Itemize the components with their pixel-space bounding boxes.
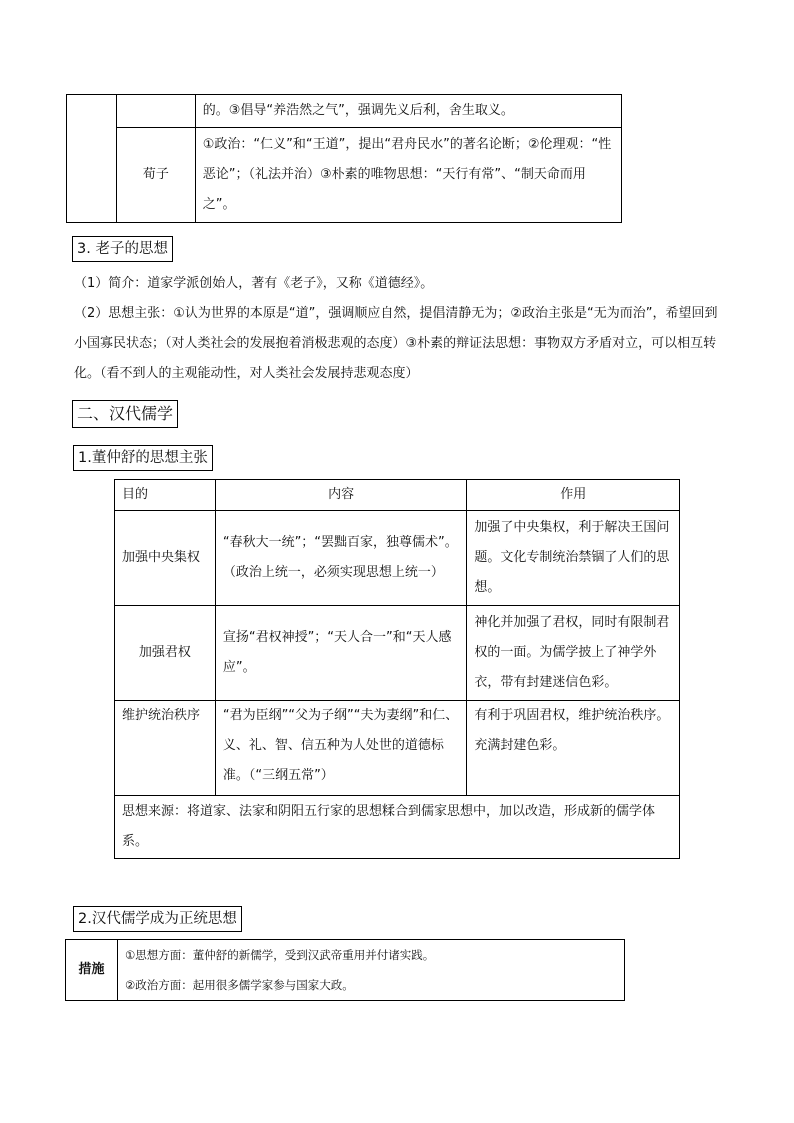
laozi-intro: （1）简介：道家学派创始人，著有《老子》，又称《道德经》。: [74, 276, 434, 291]
content-cell: 宣扬“君权神授”；“天人合一”和“天人感应”。: [215, 606, 467, 701]
purpose-cell: 加强中央集权: [115, 511, 216, 606]
dong-zhongshu-table: [114, 479, 680, 859]
table-row: [115, 511, 680, 606]
xunzi-text-cell: ①政治：“仁义”和“王道”，提出“君舟民水”的著名论断；②伦理观：“性恶论”；（礼法并治）③朴素的唯物思想：“天行有常”、“制天命而用之”。: [195, 128, 621, 223]
han-confucianism-heading: 二、汉代儒学: [72, 400, 178, 428]
mencius-text-cell: 的。③倡导“养浩然之气”，强调先义后利，舍生取义。: [195, 95, 621, 128]
table-row: [67, 128, 622, 223]
table-row: [66, 940, 625, 971]
content-cell: “春秋大一统”；“罢黜百家，独尊儒术”。（政治上统一，必须实现思想上统一）: [215, 511, 467, 606]
measure-item: ②政治方面：起用很多儒学家参与国家大政。: [117, 970, 624, 1001]
header-content: 内容: [215, 480, 467, 511]
effect-cell: 加强了中央集权，利于解决王国问题。文化专制统治禁锢了人们的思想。: [467, 511, 680, 606]
measure-item: ①思想方面：董仲舒的新儒学，受到汉武帝重用并付诸实践。: [117, 940, 624, 971]
table-row: [115, 606, 680, 701]
table-row: [66, 970, 625, 1001]
table-row: [115, 796, 680, 859]
laozi-ideas: （2）思想主张：①认为世界的本原是“道”，强调顺应自然，提倡清静无为；②政治主张是“无为而治”，希望回到小国寡民状态；（对人类社会的发展抱着消极悲观的态度）③朴素的辩证法思想：事物双方矛盾对立，可以相互转化。（看不到人的主观能动性，对人类社会发展持悲观态度）: [74, 306, 718, 381]
laozi-heading: 3. 老子的思想: [72, 236, 173, 262]
purpose-cell: 维护统治秩序: [115, 701, 216, 796]
measures-label: 措施: [66, 940, 118, 1001]
source-cell: 思想来源：将道家、法家和阴阳五行家的思想糅合到儒家思想中，加以改造，形成新的儒学体系。: [115, 796, 680, 859]
table-row: [115, 701, 680, 796]
table-header-row: [115, 480, 680, 511]
table-cell-empty: [67, 95, 117, 223]
content-cell: “君为臣纲”“父为子纲”“夫为妻纲”和仁、义、礼、智、信五种为人处世的道德标准。（“三纲五常”）: [215, 701, 467, 796]
xunzi-label-cell: 荀子: [116, 128, 195, 223]
effect-cell: 神化并加强了君权，同时有限制君权的一面。为儒学披上了神学外衣，带有封建迷信色彩。: [467, 606, 680, 701]
effect-cell: 有利于巩固君权，维护统治秩序。充满封建色彩。: [467, 701, 680, 796]
header-purpose: 目的: [115, 480, 216, 511]
orthodox-heading: 2.汉代儒学成为正统思想: [73, 906, 242, 932]
header-effect: 作用: [467, 480, 680, 511]
dong-zhongshu-heading: 1.董仲舒的思想主张: [73, 445, 213, 471]
table-cell-empty: [116, 95, 195, 128]
measures-table: [65, 939, 625, 1001]
confucian-schools-table: [66, 94, 622, 223]
table-row: [67, 95, 622, 128]
purpose-cell: 加强君权: [115, 606, 216, 701]
